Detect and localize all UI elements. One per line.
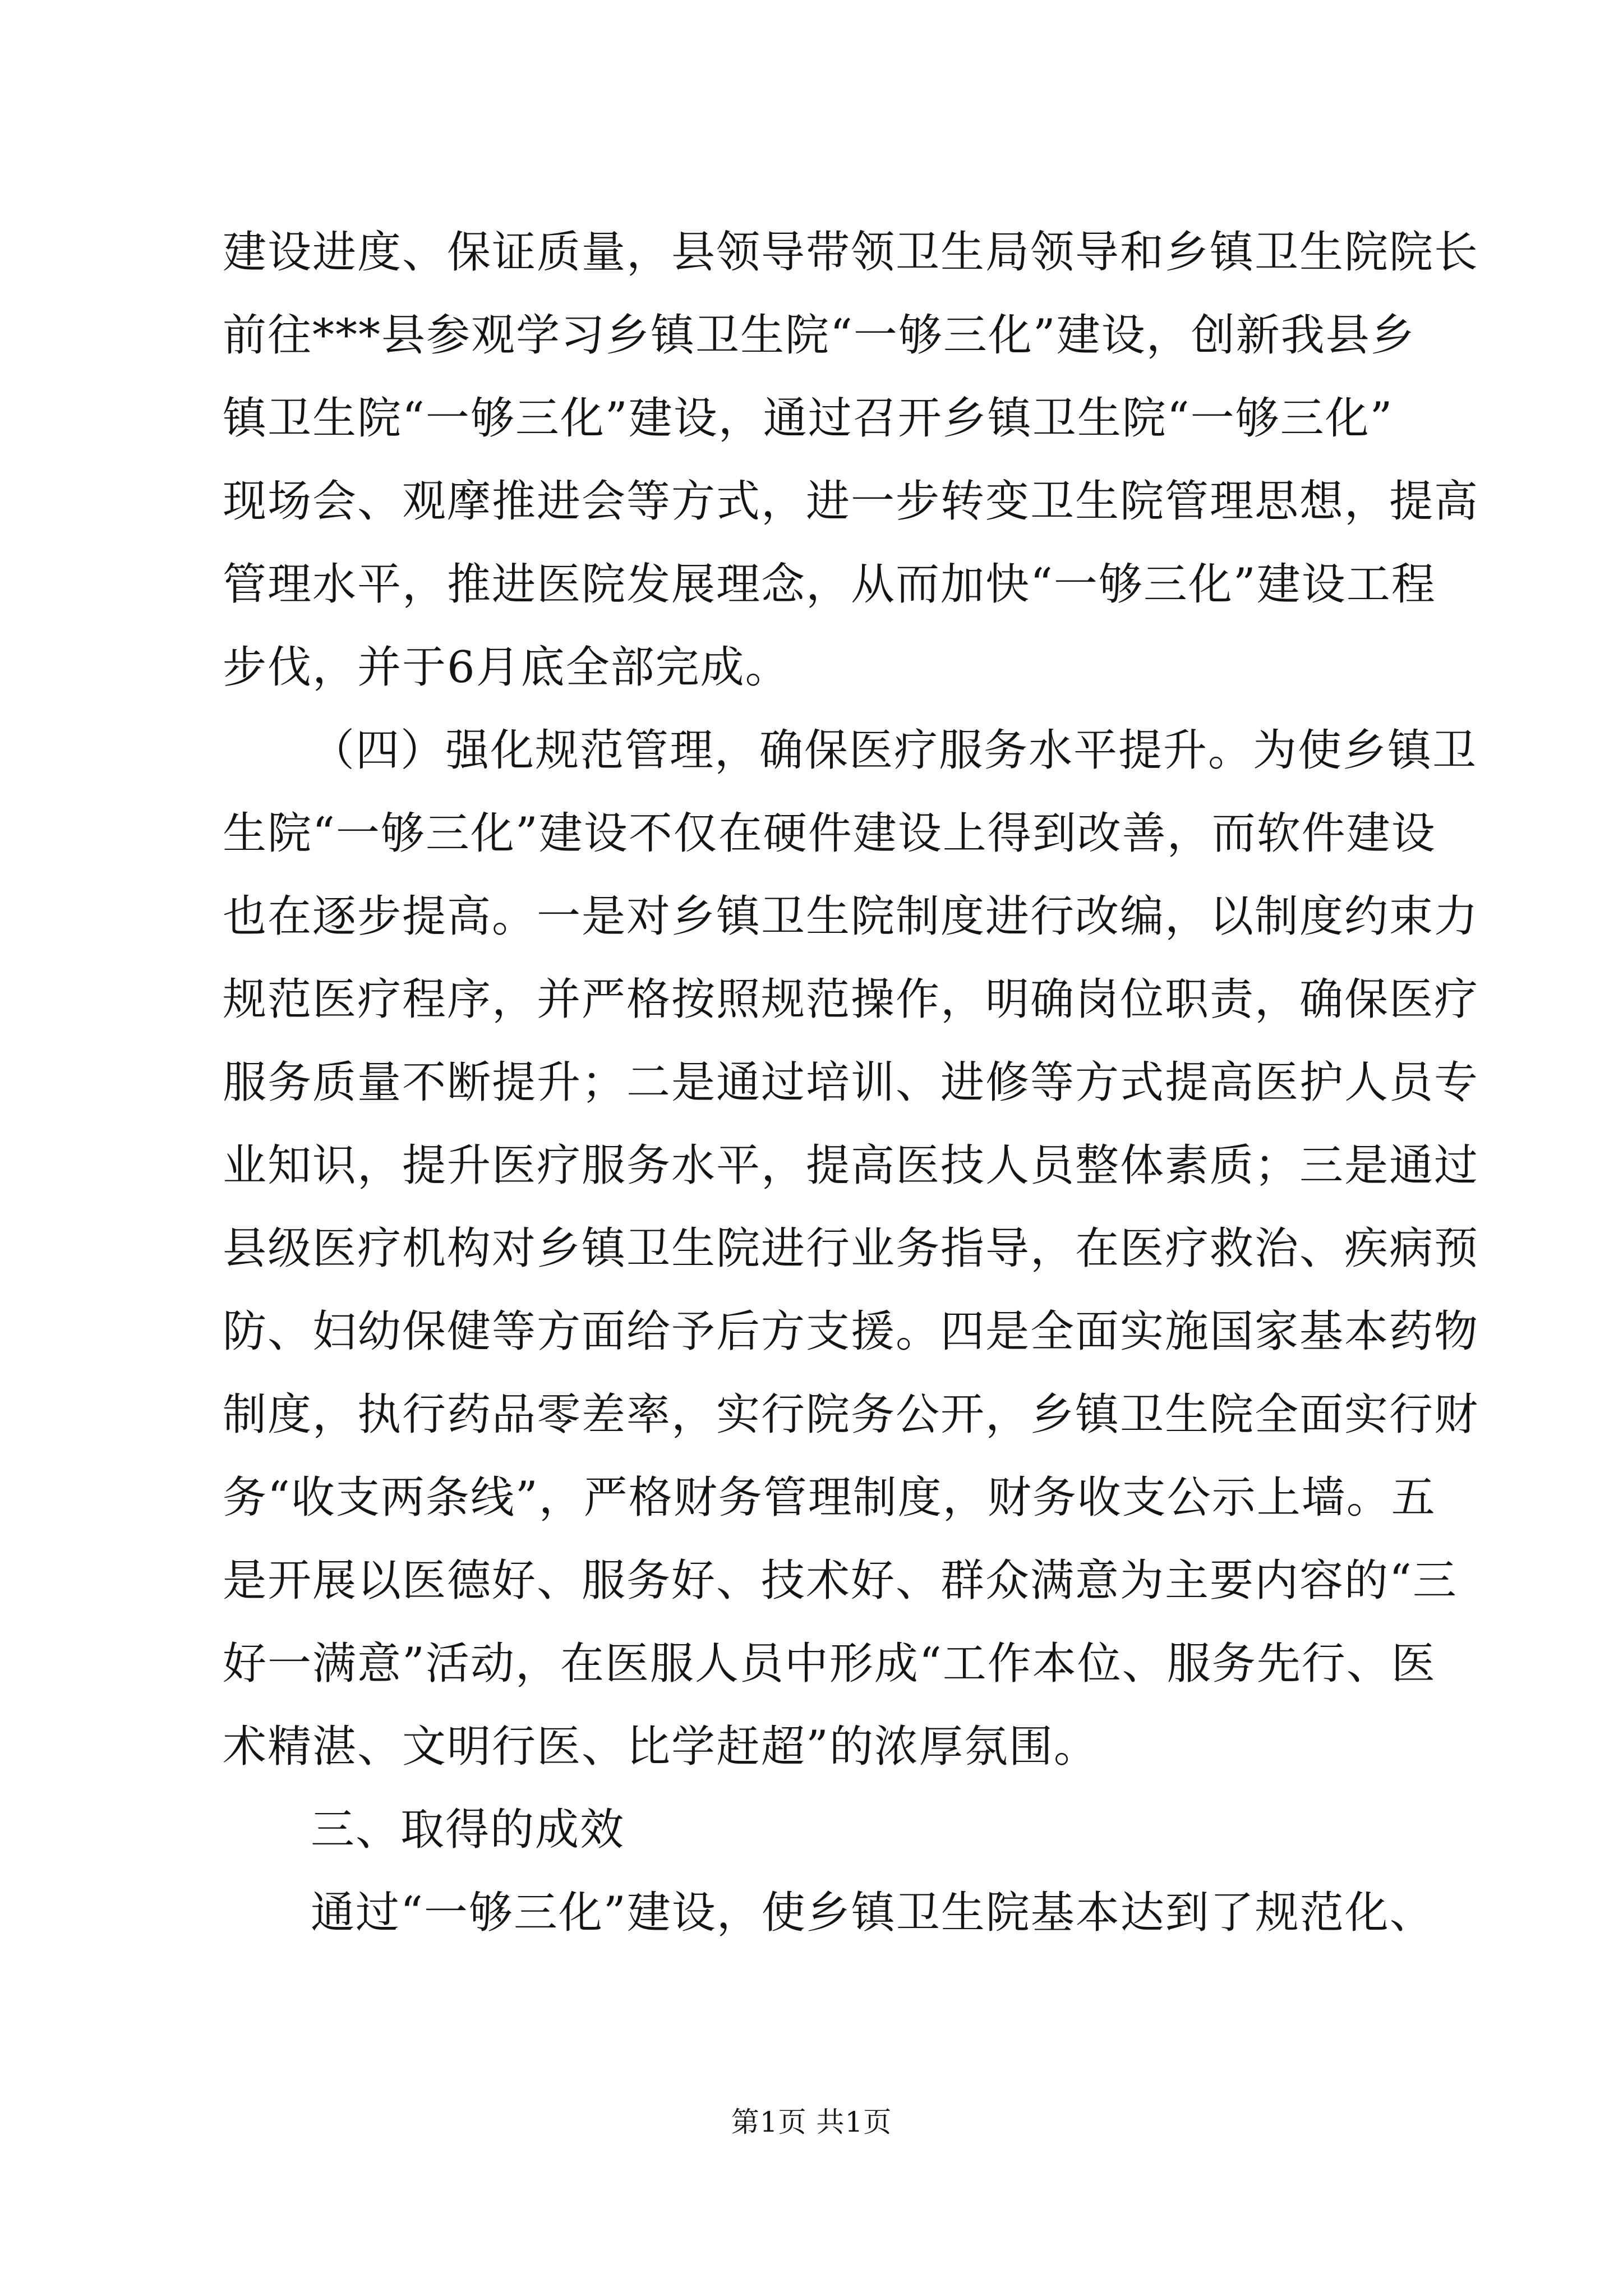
section-heading-4: （四）强化规范管理，确保医疗服务水平提升。为使乡镇卫 [311,725,1478,776]
body-text-line: 防、妇幼保健等方面给予后方支援。四是全面实施国家基本药物 [223,1306,1479,1357]
body-text-line: 县级医疗机构对乡镇卫生院进行业务指导，在医疗救治、疾病预 [223,1223,1479,1274]
body-text-line: 规范医疗程序，并严格按照规范操作，明确岗位职责，确保医疗 [223,974,1479,1025]
body-text-line: 也在逐步提高。一是对乡镇卫生院制度进行改编，以制度约束力 [223,891,1479,942]
body-text-line: 是开展以医德好、服务好、技术好、群众满意为主要内容的“三 [223,1556,1458,1606]
body-text-line: 制度，执行药品零差率，实行院务公开，乡镇卫生院全面实行财 [223,1389,1479,1440]
body-text-line: 镇卫生院“一够三化”建设，通过召开乡镇卫生院“一够三化” [223,393,1394,444]
body-text-line: 步伐，并于6月底全部完成。 [223,642,790,693]
body-text-line: 服务质量不断提升；二是通过培训、进修等方式提高医护人员专 [223,1057,1479,1108]
section-heading-3: 三、取得的成效 [311,1805,625,1855]
body-text-line: 业知识，提升医疗服务水平，提高医技人员整体素质；三是通过 [223,1140,1479,1191]
body-text-line: 前往***县参观学习乡镇卫生院“一够三化”建设，创新我县乡 [223,310,1415,361]
body-text-line: 建设进度、保证质量，县领导带领卫生局领导和乡镇卫生院院长 [223,227,1479,278]
body-text-line: 生院“一够三化”建设不仅在硬件建设上得到改善，而软件建设 [223,808,1436,859]
body-text-line: 现场会、观摩推进会等方式，进一步转变卫生院管理思想，提高 [223,476,1479,527]
body-text-line: 通过“一够三化”建设，使乡镇卫生院基本达到了规范化、 [311,1888,1435,1938]
body-text-line: 术精湛、文明行医、比学赶超”的浓厚氛围。 [223,1722,1099,1772]
page-footer: 第1页 共1页 [731,2106,892,2138]
body-text-line: 管理水平，推进医院发展理念，从而加快“一够三化”建设工程 [223,559,1436,610]
body-text-line: 好一满意”活动，在医服人员中形成“工作本位、服务先行、医 [223,1639,1436,1689]
body-text-line: 务“收支两条线”，严格财务管理制度，财务收支公示上墙。五 [223,1473,1436,1523]
